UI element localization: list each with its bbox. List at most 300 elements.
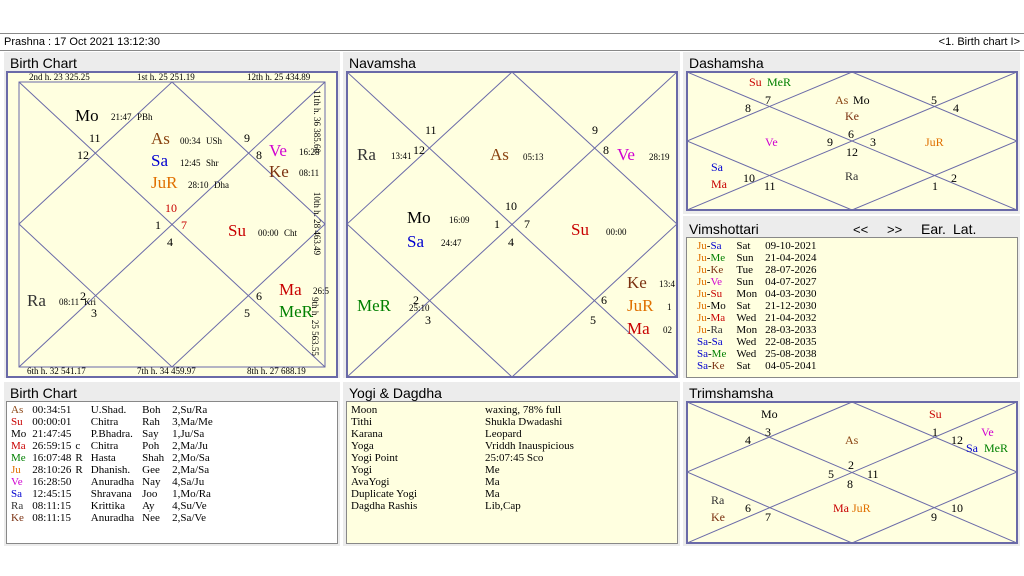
dashamsha-lines <box>687 72 1017 210</box>
planet-ke[interactable]: Ke <box>627 273 647 292</box>
retro-flag <box>73 416 84 428</box>
planet-ra-nakshatra: Kri <box>84 297 96 307</box>
dasha-row[interactable] <box>695 336 818 348</box>
house-number: 10 <box>951 501 963 515</box>
dasha-row[interactable] <box>695 348 818 360</box>
dasha-day: Sun <box>736 252 754 264</box>
edge-2nd-house: 2nd h. 23 325.25 <box>29 72 90 82</box>
house-number: 1 <box>932 425 938 439</box>
retro-flag <box>73 500 84 512</box>
dasha-lord: Ju <box>697 288 707 300</box>
planet-mo-degree: 21:47 <box>111 112 132 122</box>
navamsha-diagram[interactable] <box>346 71 678 378</box>
nakshatra-sound: Nee <box>142 512 160 524</box>
antar-lord: Su <box>710 288 723 300</box>
planet-su-degree: 00:00 <box>606 227 627 237</box>
planet-ve[interactable]: Ve <box>617 145 635 164</box>
dasha-lord: Ju <box>697 264 707 276</box>
pada: 4,Sa/Ju <box>172 476 205 488</box>
dasha-lord: Sa <box>697 360 708 372</box>
pada: 2,Sa/Ve <box>172 512 207 524</box>
house-number: 9 <box>592 123 598 137</box>
yogi-label: Yoga <box>351 440 374 452</box>
yogi-value: Ma <box>485 488 500 500</box>
nakshatra: Shravana <box>90 488 132 500</box>
house-number: 3 <box>765 425 771 439</box>
prashna-datetime: Prashna : 17 Oct 2021 13:12:30 <box>4 36 160 48</box>
planet-su-nakshatra: Cht <box>284 228 298 238</box>
yogi-label: Yogi Point <box>351 452 398 464</box>
dasha-period: Ju-Ve <box>697 276 723 288</box>
dasha-date: 04-03-2030 <box>765 288 817 300</box>
dasha-period: Ju-Sa <box>697 240 722 252</box>
planet-abbr: Ju <box>11 464 21 476</box>
house-number: 1 <box>494 217 500 231</box>
planet-me[interactable]: MeR <box>767 75 791 89</box>
birth-table-title: Birth Chart <box>10 385 77 401</box>
planet-me-degree: 25:10 <box>409 303 430 313</box>
dasha-lord: Ju <box>697 276 707 288</box>
dasha-date: 04-07-2027 <box>765 276 817 288</box>
house-number: 4 <box>508 235 514 249</box>
pada: 2,Mo/Sa <box>172 452 210 464</box>
planet-me[interactable]: MeR <box>357 296 391 315</box>
trimshamsha-diagram[interactable] <box>686 401 1018 544</box>
edge-10th-house: 10th h. 28 463.49 <box>312 191 323 256</box>
house-number: 4 <box>745 433 751 447</box>
yogi-table <box>349 404 675 512</box>
house-number: 7 <box>181 218 187 232</box>
pada: 2,Ma/Sa <box>172 464 210 476</box>
yogi-row <box>349 440 675 452</box>
planet-ve[interactable]: Ve <box>981 425 994 439</box>
house-number: 12 <box>846 145 858 159</box>
planet-ra[interactable]: Ra <box>845 169 859 183</box>
house-number: 8 <box>603 143 609 157</box>
pada: 2,Su/Ra <box>172 404 208 416</box>
house-number: 3 <box>870 135 876 149</box>
house-number: 5 <box>931 93 937 107</box>
planet-as-degree: 00:34 <box>180 136 201 146</box>
dasha-date: 21-04-2032 <box>765 312 817 324</box>
dasha-date: 09-10-2021 <box>765 240 817 252</box>
planet-ma[interactable]: Ma <box>833 501 849 515</box>
planet-ma-degree: 26:5 <box>313 286 330 296</box>
planet-ju-nakshatra: Dha <box>214 180 229 190</box>
yogi-value: waxing, 78% full <box>485 404 562 416</box>
planet-ju[interactable]: JuR <box>627 296 654 315</box>
planet-abbr: Su <box>11 416 23 428</box>
house-number: 6 <box>256 289 262 303</box>
yogi-value: Leopard <box>485 428 522 440</box>
planet-su[interactable]: Su <box>571 220 589 239</box>
house-number: 1 <box>932 179 938 193</box>
planet-ma[interactable]: Ma <box>627 319 650 338</box>
next-button[interactable]: >> <box>887 222 903 237</box>
planet-ra[interactable]: Ra <box>711 493 725 507</box>
edge-8th-house: 8th h. 27 688.19 <box>247 366 306 376</box>
nakshatra-sound: Shah <box>142 452 165 464</box>
planet-row[interactable] <box>11 416 215 428</box>
yogi-row <box>349 404 675 416</box>
dasha-day: Sat <box>736 360 751 372</box>
planet-ju[interactable]: JuR <box>925 135 944 149</box>
pada: 1,Ju/Sa <box>172 428 205 440</box>
dashamsha-diagram[interactable] <box>686 71 1018 211</box>
planet-abbr: As <box>11 404 24 416</box>
planet-degree: 00:00:01 <box>32 416 72 428</box>
dasha-lord: Sa <box>697 348 708 360</box>
planet-sa[interactable]: Sa <box>407 232 424 251</box>
planet-sa-nakshatra: Shr <box>206 158 219 168</box>
house-number: 10 <box>505 199 517 213</box>
dasha-period: Sa-Me <box>697 348 727 360</box>
dasha-period: Ju-Mo <box>697 300 726 312</box>
planet-ve-degree: 28:19 <box>649 152 670 162</box>
house-number: 12 <box>413 143 425 157</box>
dasha-day: Wed <box>736 336 757 348</box>
antar-lord: Mo <box>710 300 726 312</box>
planet-su[interactable]: Su <box>749 75 762 89</box>
dasha-period: Sa-Ke <box>697 360 725 372</box>
edge-1st-house: 1st h. 25 251.19 <box>137 72 195 82</box>
planet-positions-list[interactable] <box>6 401 338 544</box>
retro-flag: R <box>75 452 83 464</box>
dasha-period: Sa-Sa <box>697 336 723 348</box>
house-number: 12 <box>77 148 89 162</box>
dasha-row[interactable] <box>695 240 818 252</box>
yogi-label: Dagdha Rashis <box>351 500 418 512</box>
house-number: 5 <box>590 313 596 327</box>
planet-row[interactable] <box>11 464 215 476</box>
dasha-lord: Ju <box>697 312 707 324</box>
yogi-value: Vriddh Inauspicious <box>485 440 574 452</box>
planet-degree: 26:59:15 <box>32 440 72 452</box>
dasha-day: Mon <box>736 288 758 300</box>
pada: 4,Su/Ve <box>172 500 207 512</box>
planet-ju[interactable]: JuR <box>852 501 871 515</box>
dasha-date: 28-03-2033 <box>765 324 817 336</box>
nakshatra-sound: Say <box>142 428 159 440</box>
planet-ke[interactable]: Ke <box>269 162 289 181</box>
vimshottari-list[interactable] <box>686 237 1018 378</box>
yogi-label: Karana <box>351 428 383 440</box>
house-number: 6 <box>601 293 607 307</box>
birth-chart-diagram[interactable] <box>6 71 338 378</box>
dasha-date: 25-08-2038 <box>765 348 817 360</box>
birth-chart-lines <box>7 72 337 377</box>
antar-lord: Ve <box>710 276 723 288</box>
nakshatra: Anuradha <box>90 512 135 524</box>
planet-ma[interactable]: Ma <box>711 177 727 191</box>
vimshottari-title: Vimshottari <box>689 221 759 237</box>
vimshottari-table <box>695 240 818 372</box>
antar-lord: Ke <box>710 264 724 276</box>
planet-abbr: Me <box>11 452 26 464</box>
nakshatra: Dhanish. <box>90 464 131 476</box>
pada: 2,Ma/Ju <box>172 440 208 452</box>
planet-row[interactable] <box>11 512 215 524</box>
planet-as[interactable]: As <box>490 145 509 164</box>
house-number: 12 <box>951 433 963 447</box>
planet-as[interactable]: As <box>845 433 859 447</box>
house-number: 7 <box>765 93 771 107</box>
house-number: 1 <box>155 218 161 232</box>
title-bar <box>0 33 1024 51</box>
planet-ve[interactable]: Ve <box>269 141 287 160</box>
nakshatra-sound: Nay <box>142 476 161 488</box>
yogi-label: Duplicate Yogi <box>351 488 417 500</box>
retro-flag <box>73 476 84 488</box>
planet-degree: 28:10:26 <box>32 464 72 476</box>
retro-flag: R <box>75 464 83 476</box>
planet-degree: 12:45:15 <box>32 488 72 500</box>
dasha-day: Wed <box>736 312 757 324</box>
yogi-title: Yogi & Dagdha <box>349 385 442 401</box>
dasha-lord: Ju <box>697 240 707 252</box>
dasha-day: Wed <box>736 348 757 360</box>
dasha-lord: Ju <box>697 300 707 312</box>
house-number: 9 <box>931 510 937 524</box>
planet-degree: 16:28:50 <box>32 476 72 488</box>
antar-lord: Me <box>710 252 726 264</box>
house-number: 2 <box>848 458 854 472</box>
nakshatra-sound: Ay <box>142 500 155 512</box>
nakshatra: Hasta <box>90 452 116 464</box>
dasha-day: Tue <box>736 264 754 276</box>
dasha-day: Mon <box>736 324 758 336</box>
planet-row[interactable] <box>11 440 215 452</box>
dasha-day: Sat <box>736 300 751 312</box>
yogi-row <box>349 500 675 512</box>
planet-as-degree: 05:13 <box>523 152 544 162</box>
edge-12th-house: 12th h. 25 434.89 <box>247 72 311 82</box>
planet-mo-degree: 16:09 <box>449 215 470 225</box>
planet-row[interactable] <box>11 488 215 500</box>
house-number: 3 <box>91 306 97 320</box>
edge-11th-house: 11th h. 36 385.60 <box>311 90 322 153</box>
nakshatra: Krittika <box>90 500 125 512</box>
planet-mo[interactable]: Mo <box>853 93 870 107</box>
yogi-value: Me <box>485 464 500 476</box>
edge-6th-house: 6th h. 32 541.17 <box>27 366 86 376</box>
planet-me[interactable]: MeR <box>984 441 1008 455</box>
house-number: 10 <box>743 171 755 185</box>
planet-sa-degree: 12:45 <box>180 158 201 168</box>
planet-degree: 00:34:51 <box>32 404 72 416</box>
yogi-label: Moon <box>351 404 378 416</box>
chart-selector[interactable]: <1. Birth chart I> <box>938 36 1020 48</box>
dasha-lord: Ju <box>697 324 707 336</box>
planet-degree: 21:47:45 <box>32 428 72 440</box>
planet-su-degree: 00:00 <box>258 228 279 238</box>
antar-lord: Ke <box>711 360 725 372</box>
dasha-period: Ju-Ra <box>697 324 723 336</box>
planet-ma[interactable]: Ma <box>279 280 302 299</box>
planet-as[interactable]: As <box>151 129 170 148</box>
dasha-row[interactable] <box>695 360 818 372</box>
planet-ju-degree: 28:10 <box>188 180 209 190</box>
house-number: 5 <box>828 467 834 481</box>
house-number: 7 <box>524 217 530 231</box>
house-number: 11 <box>764 179 776 193</box>
dasha-date: 28-07-2026 <box>765 264 817 276</box>
retro-flag <box>73 404 84 416</box>
dasha-lord: Ju <box>697 252 707 264</box>
yogi-row <box>349 464 675 476</box>
yogi-row <box>349 488 675 500</box>
planet-as[interactable]: As <box>835 93 849 107</box>
planet-degree: 16:07:48 <box>32 452 72 464</box>
planet-degree: 08:11:15 <box>32 512 71 524</box>
planet-mo[interactable]: Mo <box>75 106 99 125</box>
dasha-row[interactable] <box>695 300 818 312</box>
dasha-period: Ju-Me <box>697 252 726 264</box>
nakshatra-sound: Gee <box>142 464 160 476</box>
planet-ke[interactable]: Ke <box>711 510 725 524</box>
planet-row[interactable] <box>11 500 215 512</box>
retro-flag <box>73 428 84 440</box>
antar-lord: Ra <box>710 324 723 336</box>
dasha-row[interactable] <box>695 264 818 276</box>
dasha-row[interactable] <box>695 312 818 324</box>
dasha-day: Sun <box>736 276 754 288</box>
house-number: 5 <box>244 306 250 320</box>
nakshatra: Chitra <box>90 416 119 428</box>
yogi-row <box>349 476 675 488</box>
planet-ve-degree: 16:28 <box>299 147 320 157</box>
planet-su[interactable]: Su <box>929 407 942 421</box>
planet-abbr: Ma <box>11 440 26 452</box>
yogi-label: Yogi <box>351 464 372 476</box>
planet-row[interactable] <box>11 452 215 464</box>
house-number: 7 <box>765 510 771 524</box>
nakshatra: Anuradha <box>90 476 135 488</box>
planet-ra-degree: 08:11 <box>59 297 80 307</box>
planet-ve[interactable]: Ve <box>765 135 778 149</box>
house-number: 8 <box>847 477 853 491</box>
yogi-row <box>349 452 675 464</box>
planet-positions-table <box>11 404 215 524</box>
retro-flag: c <box>75 440 81 452</box>
antar-lord: Sa <box>710 240 722 252</box>
house-number: 11 <box>89 131 101 145</box>
dasha-date: 21-12-2030 <box>765 300 817 312</box>
retro-flag <box>73 488 84 500</box>
nakshatra: Chitra <box>90 440 119 452</box>
planet-ke-degree: 08:11 <box>299 168 320 178</box>
planet-mo[interactable]: Mo <box>761 407 778 421</box>
birth-chart-title: Birth Chart <box>10 55 77 71</box>
trimshamsha-lines <box>687 402 1017 543</box>
yogi-row <box>349 416 675 428</box>
planet-ke[interactable]: Ke <box>845 109 859 123</box>
house-number: 9 <box>827 135 833 149</box>
planet-abbr: Ke <box>11 512 24 524</box>
house-number: 10 <box>165 201 177 215</box>
planet-sa[interactable]: Sa <box>151 151 168 170</box>
house-number: 8 <box>256 148 262 162</box>
dasha-row[interactable] <box>695 324 818 336</box>
house-number: 8 <box>745 101 751 115</box>
retro-flag <box>73 512 84 524</box>
planet-ra[interactable]: Ra <box>357 145 376 164</box>
planet-row[interactable] <box>11 404 215 416</box>
nakshatra-sound: Joo <box>142 488 158 500</box>
house-number: 3 <box>425 313 431 327</box>
planet-degree: 08:11:15 <box>32 500 71 512</box>
dasha-period: Ju-Ma <box>697 312 726 324</box>
planet-row[interactable] <box>11 476 215 488</box>
antar-lord: Me <box>711 348 727 360</box>
planet-ma-degree: 02 <box>663 325 672 335</box>
planet-as-nakshatra: USh <box>206 136 223 146</box>
planet-row[interactable] <box>11 428 215 440</box>
planet-me[interactable]: MeR <box>279 302 313 321</box>
house-number: 6 <box>848 127 854 141</box>
house-number: 11 <box>867 467 879 481</box>
dasha-row[interactable] <box>695 276 818 288</box>
yogi-value: Shukla Dwadashi <box>485 416 563 428</box>
planet-sa[interactable]: Sa <box>711 160 723 174</box>
planet-ke-degree: 13:4 <box>659 279 676 289</box>
yogi-list <box>346 401 678 544</box>
dasha-lord: Sa <box>697 336 708 348</box>
edge-7th-house: 7th h. 34 459.97 <box>137 366 196 376</box>
house-number: 4 <box>953 101 959 115</box>
planet-abbr: Sa <box>11 488 22 500</box>
trimshamsha-title: Trimshamsha <box>689 385 774 401</box>
house-number: 9 <box>244 131 250 145</box>
dasha-day: Sat <box>736 240 751 252</box>
dasha-row[interactable] <box>695 288 818 300</box>
pada: 1,Mo/Ra <box>172 488 211 500</box>
nakshatra-sound: Boh <box>142 404 161 416</box>
pada: 3,Ma/Me <box>172 416 213 428</box>
yogi-label: Tithi <box>351 416 373 428</box>
nakshatra: P.Bhadra. <box>90 428 133 440</box>
planet-sa-degree: 24:47 <box>441 238 462 248</box>
prev-button[interactable]: << <box>853 222 869 237</box>
yogi-label: AvaYogi <box>351 476 390 488</box>
later-button[interactable]: Lat. <box>953 221 977 237</box>
house-number: 4 <box>167 235 173 249</box>
planet-ra-degree: 13:41 <box>391 151 412 161</box>
planet-sa[interactable]: Sa <box>966 441 978 455</box>
antar-lord: Ma <box>710 312 726 324</box>
house-number: 2 <box>80 289 86 303</box>
planet-mo[interactable]: Mo <box>407 208 431 227</box>
planet-ju[interactable]: JuR <box>151 173 178 192</box>
antar-lord: Sa <box>711 336 723 348</box>
planet-ju-degree: 1 <box>667 302 672 312</box>
planet-abbr: Ve <box>11 476 23 488</box>
dasha-period: Ju-Su <box>697 288 723 300</box>
yogi-row <box>349 428 675 440</box>
nakshatra-sound: Poh <box>142 440 160 452</box>
house-number: 11 <box>425 123 437 137</box>
yogi-value: Ma <box>485 476 500 488</box>
earlier-button[interactable]: Ear. <box>921 221 946 237</box>
house-number: 2 <box>413 293 419 307</box>
planet-abbr: Mo <box>11 428 27 440</box>
edge-9th-house: 9th h. 25 563.55 <box>309 297 320 356</box>
nakshatra-sound: Rah <box>142 416 160 428</box>
dasha-row[interactable] <box>695 252 818 264</box>
nakshatra: U.Shad. <box>90 404 127 416</box>
planet-ra[interactable]: Ra <box>27 291 46 310</box>
planet-su[interactable]: Su <box>228 221 246 240</box>
